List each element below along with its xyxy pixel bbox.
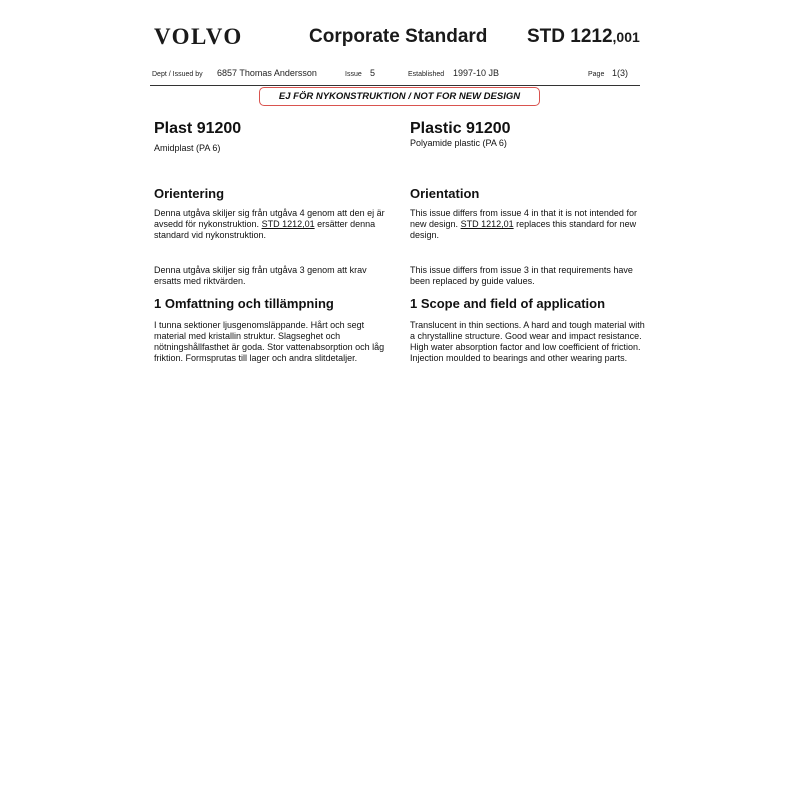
notice-banner: EJ FÖR NYKONSTRUKTION / NOT FOR NEW DESIGN (259, 87, 540, 106)
en-std-reference-link[interactable]: STD 1212,01 (460, 219, 514, 229)
issue-value: 5 (370, 68, 376, 78)
en-orientation-heading: Orientation (410, 186, 480, 201)
page-number: 1(3) (612, 68, 629, 78)
sv-title: Plast 91200 (154, 120, 242, 137)
en-title: Plastic 91200 (410, 120, 511, 137)
sv-scope-paragraph: I tunna sektioner ljusgenomsläppande. Hårt och segt material med kristallin struktur. Slagseghet och nötningshållfasthet är goda. Stor vattenabsorption och låg friktion. Formsprutas till lager och andra slitdetaljer. (154, 320, 385, 363)
dept-label: Dept / Issued by (152, 71, 203, 78)
standard-number-suffix: ,001 (612, 29, 640, 45)
header-rule (150, 85, 640, 86)
established-label: Established (408, 71, 445, 78)
en-orientation-paragraph-1: This issue differs from issue 4 in that it is not intended for new design. STD 1212,01 replaces this standard for new design. (410, 208, 637, 240)
en-subtitle: Polyamide plastic (PA 6) (410, 138, 507, 148)
established-value: 1997-10 JB (453, 68, 500, 78)
sv-subtitle: Amidplast (PA 6) (154, 143, 221, 153)
standard-number-main: STD 1212 (527, 26, 613, 47)
en-scope-heading: 1 Scope and field of application (410, 296, 606, 311)
sv-orientation-heading: Orientering (154, 186, 225, 201)
page-label: Page (588, 71, 605, 78)
sv-orientation-paragraph-2: Denna utgåva skiljer sig från utgåva 3 genom att krav ersatts med riktvärden. (154, 265, 367, 286)
sv-scope-heading: 1 Omfattning och tillämpning (154, 296, 334, 311)
en-orientation-paragraph-2: This issue differs from issue 3 in that requirements have been replaced by guide values. (410, 265, 633, 286)
sv-orientation-paragraph-1: Denna utgåva skiljer sig från utgåva 4 genom att den ej är avsedd för nykonstruktion. STD 1212,01 ersätter denna standard vid nykonstruktion. (154, 208, 385, 240)
document-type: Corporate Standard (309, 26, 488, 47)
brand-logo: VOLVO (154, 24, 243, 49)
dept-value: 6857 Thomas Andersson (217, 68, 317, 78)
sv-std-reference-link[interactable]: STD 1212,01 (261, 219, 315, 229)
issue-label: Issue (345, 71, 362, 78)
en-scope-paragraph: Translucent in thin sections. A hard and tough material with a chrystalline structure. Good wear and impact resistance. High water absorption factor and low coefficient of friction. Injection moulded to bearings and other wearing parts. (410, 320, 645, 363)
standard-number (527, 26, 640, 48)
